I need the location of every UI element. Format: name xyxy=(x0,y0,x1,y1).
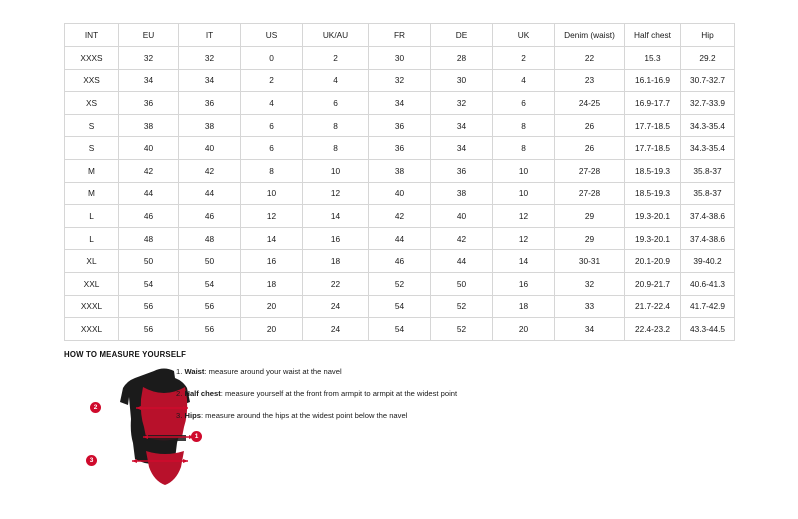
table-cell: 29 xyxy=(555,205,625,228)
table-cell: 50 xyxy=(431,272,493,295)
table-cell: M xyxy=(65,182,119,205)
table-cell: 14 xyxy=(303,205,369,228)
table-row xyxy=(65,114,735,137)
instruction-term: Waist xyxy=(184,367,205,376)
table-cell: 43.3-44.5 xyxy=(681,318,735,341)
table-cell: 18 xyxy=(303,250,369,273)
table-cell: 10 xyxy=(241,182,303,205)
instruction-text: : measure around the hips at the widest point below the navel xyxy=(200,411,408,420)
table-cell: 6 xyxy=(493,92,555,115)
table-cell: 37.4-38.6 xyxy=(681,205,735,228)
instruction-number: 2. xyxy=(176,389,183,398)
table-cell: 22.4-23.2 xyxy=(625,318,681,341)
table-cell: 22 xyxy=(303,272,369,295)
table-cell: 4 xyxy=(493,69,555,92)
table-cell: 29.2 xyxy=(681,47,735,70)
table-cell: 17.7-18.5 xyxy=(625,114,681,137)
table-cell: 10 xyxy=(493,182,555,205)
measure-instruction-waist xyxy=(176,366,596,378)
table-cell: 14 xyxy=(493,250,555,273)
table-cell: 41.7-42.9 xyxy=(681,295,735,318)
table-cell: 29 xyxy=(555,227,625,250)
instruction-text: : measure around your waist at the navel xyxy=(204,367,342,376)
column-header: Half chest xyxy=(625,24,681,47)
table-row xyxy=(65,250,735,273)
table-cell: 21.7-22.4 xyxy=(625,295,681,318)
table-cell: 2 xyxy=(493,47,555,70)
table-cell: 36 xyxy=(369,137,431,160)
table-cell: 28 xyxy=(431,47,493,70)
table-cell: 15.3 xyxy=(625,47,681,70)
table-cell: 30-31 xyxy=(555,250,625,273)
table-cell: 54 xyxy=(369,295,431,318)
table-cell: 46 xyxy=(179,205,241,228)
table-row xyxy=(65,272,735,295)
table-cell: 42 xyxy=(179,159,241,182)
table-row xyxy=(65,295,735,318)
table-cell: 44 xyxy=(369,227,431,250)
column-header: FR xyxy=(369,24,431,47)
table-header-row xyxy=(65,24,735,47)
table-cell: 32.7-33.9 xyxy=(681,92,735,115)
table-cell: 54 xyxy=(369,318,431,341)
table-cell: 36 xyxy=(431,159,493,182)
table-cell: 40 xyxy=(119,137,179,160)
table-row xyxy=(65,92,735,115)
table-cell: M xyxy=(65,159,119,182)
column-header: Denim (waist) xyxy=(555,24,625,47)
table-row xyxy=(65,182,735,205)
table-header xyxy=(65,24,735,47)
table-cell: 27-28 xyxy=(555,182,625,205)
table-cell: 12 xyxy=(493,227,555,250)
table-cell: 36 xyxy=(119,92,179,115)
marker-half-chest: 2 xyxy=(90,402,101,413)
table-cell: 8 xyxy=(241,159,303,182)
table-row xyxy=(65,205,735,228)
table-cell: 8 xyxy=(303,137,369,160)
table-cell: XXXL xyxy=(65,295,119,318)
instruction-term: Hips xyxy=(184,411,201,420)
table-cell: 33 xyxy=(555,295,625,318)
column-header: INT xyxy=(65,24,119,47)
instruction-text: : measure yourself at the front from armpit to armpit at the widest point xyxy=(220,389,458,398)
how-to-measure-title: HOW TO MEASURE YOURSELF xyxy=(64,350,187,359)
table-cell: 20 xyxy=(493,318,555,341)
table-cell: 30.7-32.7 xyxy=(681,69,735,92)
table-cell: 50 xyxy=(119,250,179,273)
table-cell: 2 xyxy=(241,69,303,92)
table-cell: 4 xyxy=(241,92,303,115)
table-cell: 12 xyxy=(493,205,555,228)
table-row xyxy=(65,69,735,92)
table-cell: 38 xyxy=(179,114,241,137)
table-cell: S xyxy=(65,137,119,160)
table-cell: 4 xyxy=(303,69,369,92)
instruction-number: 1. xyxy=(176,367,183,376)
table-cell: 37.4-38.6 xyxy=(681,227,735,250)
table-cell: XL xyxy=(65,250,119,273)
table-cell: 52 xyxy=(431,318,493,341)
table-cell: 0 xyxy=(241,47,303,70)
table-cell: 8 xyxy=(493,137,555,160)
table-cell: 18.5-19.3 xyxy=(625,159,681,182)
table-cell: 18.5-19.3 xyxy=(625,182,681,205)
table-cell: L xyxy=(65,205,119,228)
table-cell: 48 xyxy=(119,227,179,250)
measurement-instructions xyxy=(176,366,596,432)
table-cell: 52 xyxy=(369,272,431,295)
table-cell: 22 xyxy=(555,47,625,70)
table-cell: 35.8-37 xyxy=(681,182,735,205)
table-cell: 40 xyxy=(431,205,493,228)
table-cell: XXS xyxy=(65,69,119,92)
table-cell: 24-25 xyxy=(555,92,625,115)
marker-hips: 3 xyxy=(86,455,97,466)
size-table-container xyxy=(64,23,734,341)
table-cell: 20 xyxy=(241,295,303,318)
table-cell: 34.3-35.4 xyxy=(681,137,735,160)
table-cell: 26 xyxy=(555,137,625,160)
table-cell: 36 xyxy=(369,114,431,137)
table-cell: 6 xyxy=(241,137,303,160)
table-cell: 32 xyxy=(555,272,625,295)
table-cell: 8 xyxy=(303,114,369,137)
table-cell: 34 xyxy=(431,137,493,160)
table-cell: 52 xyxy=(431,295,493,318)
table-cell: 56 xyxy=(119,318,179,341)
table-cell: 34 xyxy=(179,69,241,92)
table-cell: 17.7-18.5 xyxy=(625,137,681,160)
table-cell: 30 xyxy=(369,47,431,70)
table-cell: 42 xyxy=(119,159,179,182)
table-cell: XXXL xyxy=(65,318,119,341)
column-header: US xyxy=(241,24,303,47)
table-cell: 27-28 xyxy=(555,159,625,182)
table-cell: XXXS xyxy=(65,47,119,70)
table-cell: 6 xyxy=(241,114,303,137)
instruction-term: Half chest xyxy=(184,389,221,398)
table-cell: 42 xyxy=(369,205,431,228)
table-cell: 38 xyxy=(369,159,431,182)
table-cell: 20.1-20.9 xyxy=(625,250,681,273)
table-cell: 32 xyxy=(431,92,493,115)
table-row xyxy=(65,47,735,70)
column-header: UK xyxy=(493,24,555,47)
column-header: UK/AU xyxy=(303,24,369,47)
table-cell: 46 xyxy=(369,250,431,273)
instruction-number: 3. xyxy=(176,411,183,420)
column-header: DE xyxy=(431,24,493,47)
table-cell: 46 xyxy=(119,205,179,228)
table-cell: XXL xyxy=(65,272,119,295)
table-cell: 40 xyxy=(369,182,431,205)
table-cell: 39-40.2 xyxy=(681,250,735,273)
table-cell: 48 xyxy=(179,227,241,250)
column-header: IT xyxy=(179,24,241,47)
table-cell: 32 xyxy=(369,69,431,92)
table-row xyxy=(65,227,735,250)
table-cell: 34 xyxy=(555,318,625,341)
table-cell: 16 xyxy=(241,250,303,273)
table-cell: 35.8-37 xyxy=(681,159,735,182)
table-cell: 38 xyxy=(431,182,493,205)
table-row xyxy=(65,159,735,182)
table-cell: 12 xyxy=(241,205,303,228)
table-cell: 38 xyxy=(119,114,179,137)
table-cell: 16 xyxy=(303,227,369,250)
table-cell: 10 xyxy=(303,159,369,182)
table-cell: 12 xyxy=(303,182,369,205)
table-cell: 20 xyxy=(241,318,303,341)
table-cell: 6 xyxy=(303,92,369,115)
measure-instruction-hips xyxy=(176,410,596,422)
table-cell: 56 xyxy=(179,295,241,318)
table-cell: 44 xyxy=(431,250,493,273)
table-cell: 23 xyxy=(555,69,625,92)
table-cell: 30 xyxy=(431,69,493,92)
measure-instruction-half-chest xyxy=(176,388,596,400)
table-cell: 44 xyxy=(119,182,179,205)
table-cell: 16.1-16.9 xyxy=(625,69,681,92)
table-cell: 36 xyxy=(179,92,241,115)
table-cell: L xyxy=(65,227,119,250)
table-cell: 54 xyxy=(179,272,241,295)
table-cell: 8 xyxy=(493,114,555,137)
table-row xyxy=(65,137,735,160)
table-cell: 24 xyxy=(303,295,369,318)
column-header: EU xyxy=(119,24,179,47)
table-body xyxy=(65,47,735,341)
table-cell: 19.3-20.1 xyxy=(625,205,681,228)
table-cell: 16.9-17.7 xyxy=(625,92,681,115)
table-cell: 34 xyxy=(119,69,179,92)
table-cell: 42 xyxy=(431,227,493,250)
table-cell: 32 xyxy=(119,47,179,70)
table-cell: 2 xyxy=(303,47,369,70)
table-cell: 16 xyxy=(493,272,555,295)
table-cell: 34 xyxy=(369,92,431,115)
column-header: Hip xyxy=(681,24,735,47)
table-cell: 18 xyxy=(493,295,555,318)
table-cell: 44 xyxy=(179,182,241,205)
table-cell: 34 xyxy=(431,114,493,137)
table-cell: 10 xyxy=(493,159,555,182)
table-cell: 19.3-20.1 xyxy=(625,227,681,250)
table-cell: 56 xyxy=(119,295,179,318)
table-cell: 26 xyxy=(555,114,625,137)
table-cell: 24 xyxy=(303,318,369,341)
table-cell: 34.3-35.4 xyxy=(681,114,735,137)
table-cell: 18 xyxy=(241,272,303,295)
table-cell: 40.6-41.3 xyxy=(681,272,735,295)
table-cell: 54 xyxy=(119,272,179,295)
table-cell: 32 xyxy=(179,47,241,70)
table-cell: S xyxy=(65,114,119,137)
table-cell: 14 xyxy=(241,227,303,250)
table-cell: 40 xyxy=(179,137,241,160)
table-cell: 56 xyxy=(179,318,241,341)
table-cell: XS xyxy=(65,92,119,115)
marker-waist: 1 xyxy=(191,431,202,442)
size-conversion-table xyxy=(64,23,735,341)
table-cell: 20.9-21.7 xyxy=(625,272,681,295)
table-row xyxy=(65,318,735,341)
table-cell: 50 xyxy=(179,250,241,273)
